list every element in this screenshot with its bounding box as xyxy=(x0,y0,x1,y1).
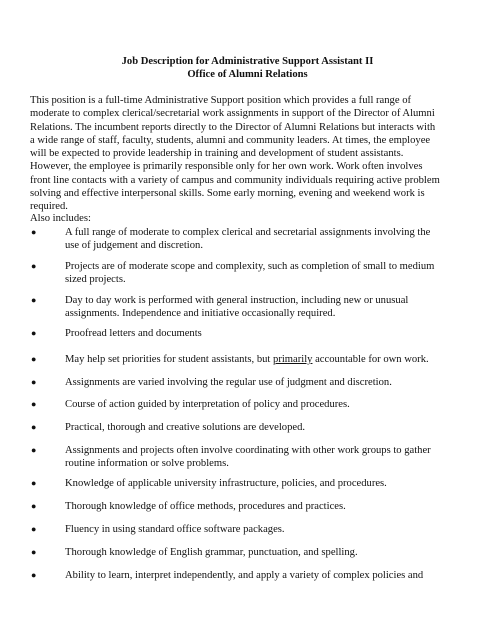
bullet-text-part: accountable for own work. xyxy=(312,354,429,365)
bullet-line: Thorough knowledge of English grammar, punctuation, and spelling. xyxy=(65,547,358,558)
document-title: Job Description for Administrative Support Assistant II xyxy=(121,56,374,67)
intro-line: a wide range of staff, faculty, students, alumni and community leaders. At times, the employee xyxy=(30,134,431,146)
intro-line: front line contacts with a variety of campus and community individuals requiring active problem xyxy=(30,174,440,186)
bullet-item xyxy=(65,376,470,389)
bullet-icon: ● xyxy=(31,377,37,387)
bullet-item xyxy=(65,546,470,559)
bullet-icon: ● xyxy=(31,547,37,557)
bullet-icon: ● xyxy=(31,354,37,364)
intro-line: moderate to complex clerical/secretarial work assignments in support of the Director of Alumni xyxy=(30,108,435,120)
bullet-line: Day to day work is performed with general instruction, including new or unusual xyxy=(65,295,409,306)
bullet-item xyxy=(65,327,470,340)
bullet-line: Thorough knowledge of office methods, procedures and practices. xyxy=(65,501,346,512)
bullet-item xyxy=(65,569,470,582)
bullet-item xyxy=(65,226,470,253)
bullet-text-part: May help set priorities for student assistants, but xyxy=(65,354,274,365)
document-subtitle: Office of Alumni Relations xyxy=(187,69,308,80)
bullet-item xyxy=(65,500,470,513)
intro-paragraph xyxy=(30,94,468,214)
intro-line: solving and effective interpersonal skills. Some early morning, evening and weekend work is xyxy=(30,188,425,200)
bullet-line: Assignments and projects often involve coordinating with other work groups to gather xyxy=(65,445,431,456)
bullet-line: Proofread letters and documents xyxy=(65,328,202,339)
bullet-line: Practical, thorough and creative solutions are developed. xyxy=(65,422,306,433)
also-includes-label: Also includes: xyxy=(30,213,91,224)
intro-line: However, the employee is primarily responsible only for her own work. Work often involves xyxy=(30,161,423,173)
bullet-line: Course of action guided by interpretation of policy and procedures. xyxy=(65,399,350,410)
intro-line: will be expected to provide leadership in training and development of student assistants. xyxy=(30,148,404,160)
bullet-line: Assignments are varied involving the regular use of judgment and discretion. xyxy=(65,377,392,388)
bullet-icon: ● xyxy=(31,445,37,455)
bullet-line: Fluency in using standard office software packages. xyxy=(65,524,285,535)
bullet-icon: ● xyxy=(31,422,37,432)
bullet-item xyxy=(65,477,470,490)
bullet-line: assignments. Independence and initiative occasionally required. xyxy=(65,308,336,320)
bullet-icon: ● xyxy=(31,328,37,338)
bullet-line: Ability to learn, interpret independently, and apply a variety of complex policies and xyxy=(65,570,424,581)
intro-line: This position is a full-time Administrative Support position which provides a full range of xyxy=(30,95,412,106)
bullet-line: use of judgement and discretion. xyxy=(65,240,203,252)
bullet-item xyxy=(65,294,470,321)
bullet-line: A full range of moderate to complex clerical and secretarial assignments involving the xyxy=(65,227,431,238)
bullet-icon: ● xyxy=(31,501,37,511)
bullet-line: Projects are of moderate scope and complexity, such as completion of small to medium xyxy=(65,261,435,272)
bullet-icon: ● xyxy=(31,295,37,305)
bullet-item xyxy=(65,260,470,287)
bullet-line: routine information or solve problems. xyxy=(65,458,229,470)
bullet-item xyxy=(65,421,470,434)
underlined-word: primarily xyxy=(273,354,313,365)
bullet-line: Knowledge of applicable university infrastructure, policies, and procedures. xyxy=(65,478,387,489)
bullet-line: sized projects. xyxy=(65,274,126,286)
bullet-icon: ● xyxy=(31,524,37,534)
bullet-item xyxy=(65,523,470,536)
bullet-item xyxy=(65,398,470,411)
bullet-icon: ● xyxy=(31,478,37,488)
intro-line: required. xyxy=(30,201,68,213)
bullet-icon: ● xyxy=(31,227,37,237)
intro-line: Relations. The incumbent reports directly to the Director of Alumni Relations but interacts with xyxy=(30,121,436,133)
bullet-icon: ● xyxy=(31,570,37,580)
bullet-icon: ● xyxy=(31,399,37,409)
bullet-line xyxy=(65,353,470,366)
bullet-item xyxy=(65,353,470,366)
bullet-icon: ● xyxy=(31,261,37,271)
bullet-item xyxy=(65,444,470,471)
